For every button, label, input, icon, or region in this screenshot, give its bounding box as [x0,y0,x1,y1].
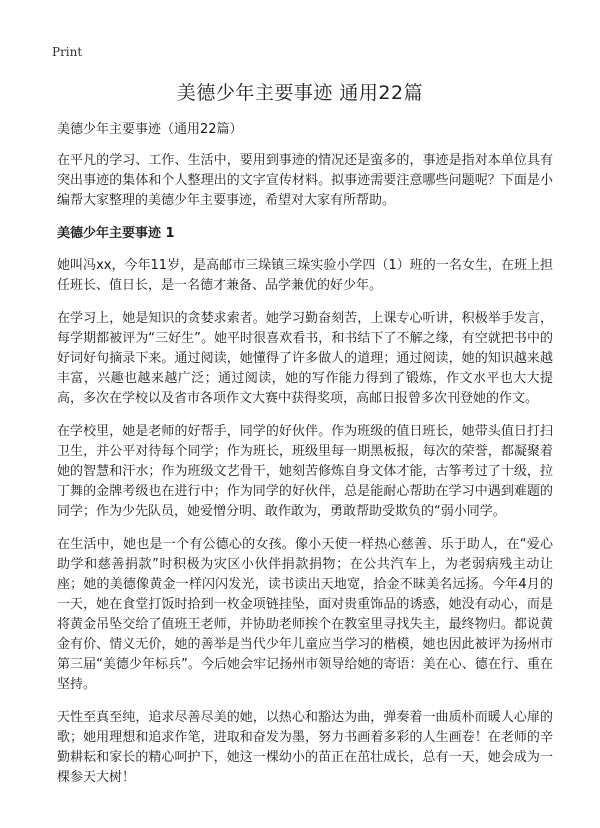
body-paragraph: 在学校里，她是老师的好帮手，同学的好伙伴。作为班级的值日班长，她带头值日打扫卫生，并公平对待每个同学；作为班长，班级里每一期黑板报，每次的荣誉，都凝聚着她的智慧和汗水；作为班级文艺骨干，她刻苦修炼自身文体才能，古筝考过了十级，拉丁舞的金牌考级也在进行中；作为同学的好伙伴，总是能耐心帮助在学习中遇到难题的同学；作为少先队员，她爱憎分明、敢作敢为，勇敢帮助受欺负的“弱小同学。 [57,424,553,519]
document-title: 美德少年主要事迹 通用22篇 [176,82,424,104]
document-subtitle: 美德少年主要事迹（通用22篇） [57,122,243,137]
body-paragraph: 在生活中，她也是一个有公德心的女孩。像小天使一样热心慈善、乐于助人，在“爱心助学和慈善捐款”时积极为灾区小伙伴捐款捐物；在公共汽车上，为老弱病残主动让座；她的美德像黄金一样闪闪发光，读书读出天地宽，拾金不昧美名远扬。今年4月的一天，她在食堂打饭时拾到一枚金项链挂坠，面对贵重饰品的诱惑，她没有动心，而是将黄金吊坠交给了值班王老师，并协助老师挨个在教室里寻找失主，最终物归。都说黄金有价、情义无价，她的善举是当代少年儿童应当学习的楷模，她也因此被评为扬州市第三届“美德少年标兵”。今后她会牢记扬州市领导给她的寄语：美在心、德在行、重在坚持。 [57,537,553,692]
body-paragraph: 她叫冯xx，今年11岁，是高邮市三垛镇三垛实验小学四（1）班的一名女生，在班上担任班长、值日长，是一名德才兼备、品学兼优的好少年。 [57,258,553,293]
intro-paragraph: 在平凡的学习、工作、生活中，要用到事迹的情况还是蛮多的，事迹是指对本单位具有突出事迹的集体和个人整理出的文字宣传材料。拟事迹需要注意哪些问题呢？下面是小编帮大家整理的美德少年主要事迹，希望对大家有所帮助。 [57,153,553,208]
body-paragraph: 在学习上，她是知识的贪婪求索者。她学习勤奋刻苦，上课专心听讲，积极举手发言，每学期都被评为“三好生”。她平时很喜欢看书，和书结下了不解之缘，有空就把书中的好词好句摘录下来。通过阅读，她懂得了许多做人的道理；通过阅读，她的知识越来越丰富，兴趣也越来越广泛；通过阅读，她的写作能力得到了锻炼，作文水平也大大提高，多次在学校以及省市各项作文大赛中获得奖项，高邮日报曾多次刊登她的作文。 [57,311,553,406]
section-heading: 美德少年主要事迹 1 [57,226,175,241]
document-body [57,120,553,801]
print-label: Print [52,45,83,59]
body-paragraph: 天性至真至纯，追求尽善尽美的她，以热心和豁达为曲，弹奏着一曲质朴而暖人心扉的歌；她用理想和追求作笔，进取和奋发为墨，努力书画着多彩的人生画卷！在老师的辛勤耕耘和家长的精心呵护下，她这一棵幼小的苗正在茁壮成长，总有一天，她会成为一棵参天大树！ [57,710,553,785]
